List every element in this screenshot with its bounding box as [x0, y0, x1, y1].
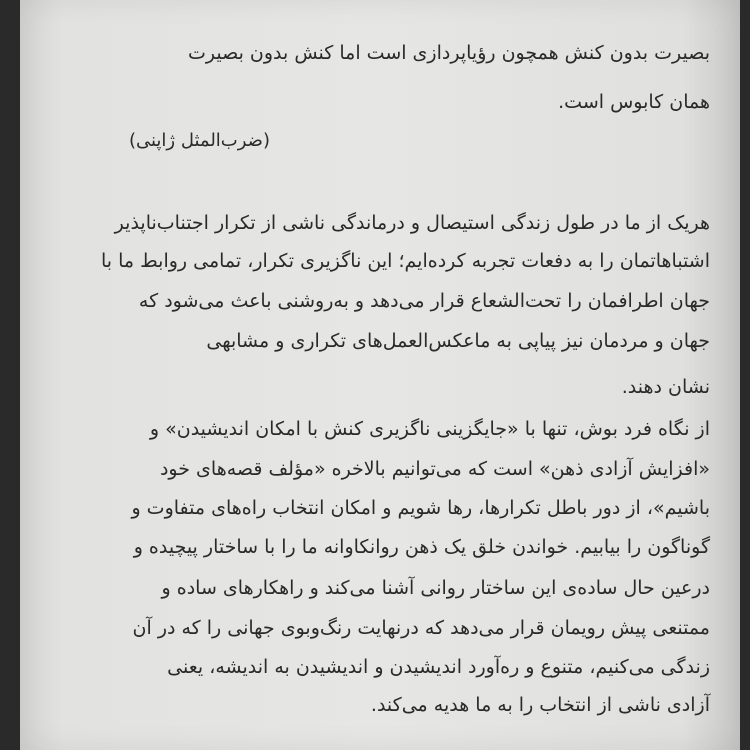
book-page: بصیرت بدون کنش همچون رؤیاپردازی است اما کنش بدون بصیرت همان کابوس است. (ضرب‌المثل ژاپنی) هریک از ما در طول زندگی استیصال و درماندگی ناشی از تکرار اجتناب‌ناپذیر اشتباهاتمان را به دفعات تجربه کرده‌ایم؛ این ناگزیری تکرار، تمامی روابط ما با جهان اطرافمان را تحت‌الشعاع قرار می‌دهد و به‌روشنی باعث می‌شود که جهان و مردمان نیز پیاپی به ماعکس‌العمل‌های تکراری و مشابهی نشان دهند. از نگاه فرد بوش، تنها با «جایگزینی ناگزیری کنش با امکان اندیشیدن» و «افزایش آزادی ذهن» است که می‌توانیم بالاخره «مؤلف قصه‌های خود باشیم»، از دور باطل تکرارها، رها شویم و امکان انتخاب راه‌های متفاوت و گوناگون را بیابیم. خواندن خلق یک ذهن روانکاوانه ما را با ساختار پیچیده و درعین حال ساده‌ی این ساختار روانی آشنا می‌کند و راهکارهای ساده و ممتنعی پیش رویمان قرار می‌دهد که درنهایت رنگ‌وبوی جهانی را که در آن زندگی می‌کنیم، متنوع و ره‌آورد اندیشیدن و اندیشیدن به اندیشه، یعنی آزادی ناشی از انتخاب را به ما هدیه می‌کند. — [20, 0, 740, 750]
